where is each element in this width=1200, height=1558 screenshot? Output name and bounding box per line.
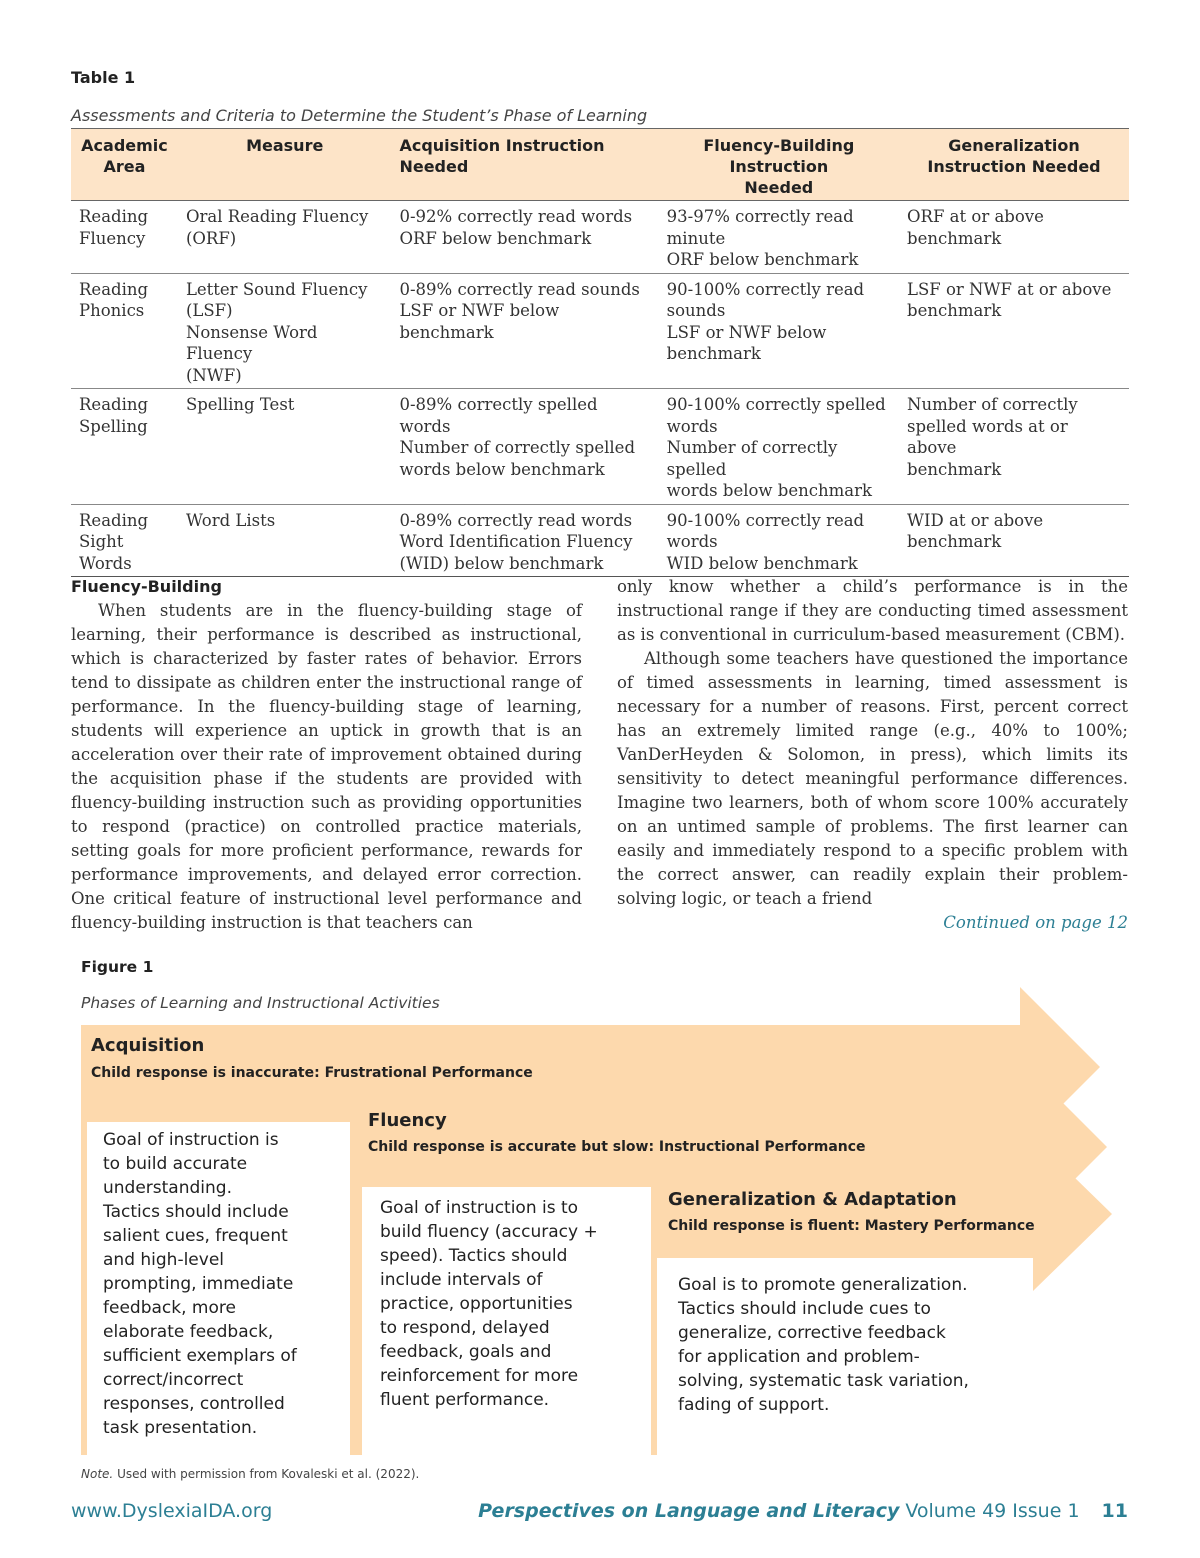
cell-line: 90-100% correctly spelled [666, 395, 886, 414]
cell-line: minute [666, 228, 726, 248]
cell-line: Fluency-Building Instruction [703, 136, 855, 176]
table-caption: Assessments and Criteria to Determine the Student’s Phase of Learning [71, 106, 648, 125]
body-line: Goal is to promote generalization. [678, 1275, 968, 1295]
cell-line: Spelling Test [185, 395, 295, 414]
section-heading: Fluency-Building [71, 577, 222, 596]
body-line: practice, opportunities [380, 1294, 573, 1314]
acquisition-title: Acquisition [91, 1035, 205, 1056]
generalization-title: Generalization & Adaptation [668, 1189, 957, 1210]
cell-line: Oral Reading Fluency [185, 207, 369, 226]
fluency-title: Fluency [368, 1110, 447, 1131]
body-line: Goal of instruction is to [380, 1198, 579, 1218]
cell-line: WID at or above [907, 510, 1044, 530]
body-line: understanding. [103, 1178, 232, 1198]
cell-line: ORF below benchmark [666, 250, 859, 269]
generalization-subtitle: Child response is fluent: Mastery Performance [668, 1218, 1035, 1234]
cell-line: 0-89% correctly read sounds [399, 279, 640, 299]
body-line: fluent performance. [380, 1390, 550, 1410]
body-line: solving, systematic task variation, [678, 1371, 969, 1391]
cell-line: 90-100% correctly read [666, 510, 865, 530]
body-line: include intervals of [380, 1270, 543, 1290]
cell-line: Area [103, 157, 146, 176]
cell-line: Generalization [948, 136, 1080, 155]
cell-line: Needed [744, 178, 814, 197]
cell-line: Academic [81, 136, 168, 155]
cell-line: Nonsense Word Fluency [185, 322, 318, 363]
figure-label: Figure 1 [81, 958, 154, 976]
cell-line: Reading [79, 279, 149, 299]
body-line: to build accurate [103, 1154, 248, 1174]
cell-line: 93-97% correctly read [666, 207, 854, 226]
cell-line: LSF or NWF below [666, 322, 827, 342]
cell-line: 0-92% correctly read words [399, 207, 633, 226]
body-line: task presentation. [103, 1418, 258, 1438]
body-line: responses, controlled [103, 1394, 285, 1414]
cell-line: 0-89% correctly read words [399, 510, 633, 530]
cell-line: Reading [79, 395, 149, 414]
cell-line: words below benchmark [399, 459, 605, 479]
cell-line: LSF or NWF at or above [907, 279, 1112, 299]
body-line: salient cues, frequent [103, 1226, 288, 1246]
cell-line: benchmark [666, 344, 761, 363]
cell-line: benchmark [907, 228, 1002, 248]
body-line: Goal of instruction is [103, 1130, 279, 1150]
body-line: build fluency (accuracy + [380, 1222, 598, 1242]
cell-line: 90-100% correctly read [666, 279, 865, 299]
fluency-subtitle: Child response is accurate but slow: Instructional Performance [368, 1139, 866, 1155]
cell-line: words below benchmark [666, 481, 872, 500]
cell-line: (ORF) [185, 228, 237, 248]
figure-note [81, 1467, 419, 1481]
body-line: for application and problem- [678, 1347, 920, 1367]
acquisition-body [103, 1128, 297, 1440]
acquisition-subtitle: Child response is inaccurate: Frustrational Performance [91, 1065, 533, 1081]
cell-line: Word Identification Fluency [399, 532, 633, 551]
left-paragraph: When students are in the fluency-building stage of learning, their performance is described as instructional, which is characterized by faster rates of behavior. Errors tend to dissipate as children enter the instructional range of performance. In the fluency-building stage of learning, students will experience an uptick in growth that is an acceleration over their rate of improvement obtained during the acquisition phase if the students are provided with fluency-building instruction such as providing opportunities to respond (practice) on controlled practice materials, setting goals for more proficient performance, rewards for performance improvements, and delayed error correction. One critical feature of instructional level performance and fluency-building instruction is that teachers can [71, 601, 582, 932]
body-line: feedback, more [103, 1298, 236, 1318]
cell-line: Instruction Needed [927, 157, 1101, 176]
fluency-body [380, 1196, 598, 1412]
body-line: sufficient exemplars of [103, 1346, 297, 1366]
cell-line: Word Lists [185, 510, 276, 530]
cell-line: Number of correctly spelled [666, 438, 838, 479]
cell-line: (NWF) [185, 365, 242, 385]
cell-line: WID below benchmark [666, 553, 858, 573]
cell-line: ORF below benchmark [399, 228, 592, 248]
cell-line: Letter Sound Fluency [185, 279, 368, 299]
cell-line: benchmark [907, 459, 1002, 479]
body-line: prompting, immediate [103, 1274, 294, 1294]
cell-line: Number of correctly [907, 395, 1078, 414]
body-line: Tactics should include cues to [678, 1299, 931, 1319]
cell-line: Reading [79, 510, 149, 530]
continued-link[interactable]: Continued on page 12 [943, 913, 1128, 932]
cell-line: benchmark [907, 532, 1002, 551]
footer-publication [478, 1500, 1128, 1522]
volume-issue: Volume 49 Issue 1 [905, 1500, 1080, 1522]
cell-line: (WID) below benchmark [399, 553, 604, 573]
cell-line: Reading [79, 207, 149, 226]
cell-line: words [666, 416, 718, 436]
cell-line: 0-89% correctly spelled words [399, 395, 598, 436]
cell-line: Words [79, 553, 132, 573]
body-line: generalize, corrective feedback [678, 1323, 946, 1343]
cell-line: Fluency [79, 228, 146, 248]
cell-line: Measure [246, 136, 324, 155]
cell-line: Phonics [79, 301, 145, 320]
figure-caption: Phases of Learning and Instructional Activities [81, 994, 440, 1012]
cell-line: (LSF) [185, 301, 233, 320]
right-paragraph-2: Although some teachers have questioned the importance of timed assessments in learning, timed assessment is necessary for a number of reasons. First, percent correct has an extremely limited range (e.g., 40% to 100%; VanDerHeyden & Solomon, in press), which limits its sensitivity to detect meaningful performance differences. Imagine two learners, both of whom score 100% accurately on an untimed sample of problems. The first learner can easily and immediately respond to a specific problem with the correct answer, can readily explain their problem-solving logic, or teach a friend [617, 649, 1128, 908]
cell-line: benchmark [907, 301, 1002, 320]
note-label: Note. [81, 1467, 114, 1481]
body-line: speed). Tactics should [380, 1246, 568, 1266]
right-paragraph-1: only know whether a child’s performance is in the instructional range if they are conducting timed assessment as is conventional in curriculum-based measurement (CBM). [617, 577, 1128, 644]
cell-line: ORF at or above [907, 207, 1044, 226]
footer-url-link[interactable]: www.DyslexiaIDA.org [71, 1500, 273, 1522]
body-line: elaborate feedback, [103, 1322, 274, 1342]
generalization-body [678, 1273, 969, 1417]
body-line: reinforcement for more [380, 1366, 579, 1386]
journal-title: Perspectives on Language and Literacy [478, 1500, 900, 1522]
cell-line: Acquisition Instruction Needed [399, 136, 605, 176]
body-line: Tactics should include [103, 1202, 289, 1222]
cell-line: Sight [79, 532, 124, 551]
cell-line: LSF or NWF below benchmark [399, 301, 560, 342]
body-line: fading of support. [678, 1395, 830, 1415]
cell-line: spelled words at or above [907, 416, 1068, 457]
cell-line: sounds [666, 301, 726, 320]
note-text: Used with permission from Kovaleski et al. (2022). [117, 1467, 420, 1481]
body-line: correct/incorrect [103, 1370, 244, 1390]
cell-line: Spelling [79, 416, 148, 436]
cell-line: Number of correctly spelled [399, 438, 636, 457]
cell-line: words [666, 532, 718, 551]
page-number: 11 [1101, 1500, 1128, 1522]
body-line: to respond, delayed [380, 1318, 550, 1338]
body-line: and high-level [103, 1250, 225, 1270]
table-label: Table 1 [71, 68, 136, 87]
body-line: feedback, goals and [380, 1342, 552, 1362]
